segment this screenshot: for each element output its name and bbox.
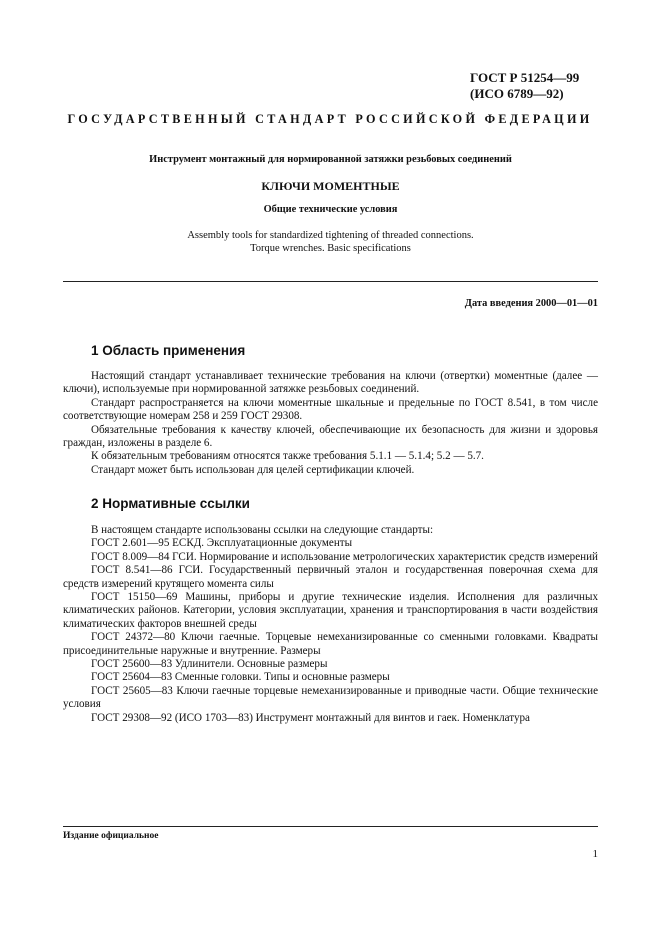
reference-item: ГОСТ 24372—80 Ключи гаечные. Торцевые немеханизированные со сменными головками. Квадраты присоединительные наружные и внутренние. Размеры xyxy=(63,631,598,657)
reference-item: ГОСТ 8.541—86 ГСИ. Государственный первичный эталон и государственная поверочная схема для средств измерений крутящего момента силы xyxy=(63,564,598,590)
section-1-heading: 1 Область применения xyxy=(91,343,246,358)
document-title-main: КЛЮЧИ МОМЕНТНЫЕ xyxy=(261,179,400,193)
state-standard-banner: ГОСУДАРСТВЕННЫЙ СТАНДАРТ РОССИЙСКОЙ ФЕДЕРАЦИИ xyxy=(67,112,593,126)
reference-item: ГОСТ 25605—83 Ключи гаечные торцевые немеханизированные и приводные части. Общие технические условия xyxy=(63,684,598,711)
reference-item: ГОСТ 15150—69 Машины, приборы и другие технические изделия. Исполнения для различных климатических районов. Категории, условия эксплуатации, хранения и транспортирования в части воздействия климатических факторов внешней среды xyxy=(63,591,598,630)
title-divider xyxy=(63,281,598,282)
document-subtitle: Общие технические условия xyxy=(263,204,398,215)
footer-divider xyxy=(63,826,598,827)
paragraph: В настоящем стандарте использованы ссылки на следующие стандарты: xyxy=(91,524,434,536)
document-title-line1: Инструмент монтажный для нормированной затяжки резьбовых соединений xyxy=(149,154,512,165)
paragraph: Настоящий стандарт устанавливает технические требования на ключи (отвертки) моментные (далее — ключи), используемые при нормированной затяжке резьбовых соединений. xyxy=(63,370,598,396)
standard-code: ГОСТ Р 51254—99 xyxy=(470,70,580,85)
reference-item: ГОСТ 25600—83 Удлинители. Основные размеры xyxy=(91,658,328,671)
english-title-line1: Assembly tools for standardized tightening of threaded connections. xyxy=(187,230,474,241)
english-title-line2: Torque wrenches. Basic specifications xyxy=(250,243,411,254)
paragraph: Обязательные требования к качеству ключей, обеспечивающие их безопасность для жизни и здоровья граждан, изложены в разделе 6. xyxy=(63,423,598,450)
paragraph: Стандарт может быть использован для целей сертификации ключей. xyxy=(91,463,415,476)
introduction-date: Дата введения 2000—01—01 xyxy=(464,298,598,309)
reference-item: ГОСТ 8.009—84 ГСИ. Нормирование и использование метрологических характеристик средств измерений xyxy=(91,550,598,563)
reference-item: ГОСТ 2.601—95 ЕСКД. Эксплуатационные документы xyxy=(91,537,353,550)
reference-item: ГОСТ 29308—92 (ИСО 1703—83) Инструмент монтажный для винтов и гаек. Номенклатура xyxy=(91,711,530,724)
section-2-heading: 2 Нормативные ссылки xyxy=(91,496,250,511)
official-edition-label: Издание официальное xyxy=(63,831,159,841)
reference-item: ГОСТ 25604—83 Сменные головки. Типы и основные размеры xyxy=(91,671,390,684)
english-title xyxy=(60,229,601,255)
page-number: 1 xyxy=(592,848,598,860)
paragraph: Стандарт распространяется на ключи моментные шкальные и предельные по ГОСТ 8.541, в том числе соответствующие номерам 258 и 259 ГОСТ 29308. xyxy=(63,396,598,423)
paragraph: К обязательным требованиям относятся также требования 5.1.1 — 5.1.4; 5.2 — 5.7. xyxy=(91,450,484,463)
section-1-body xyxy=(63,370,598,477)
standard-code-block xyxy=(470,70,579,102)
section-2-body xyxy=(63,524,598,725)
iso-code: (ИСО 6789—92) xyxy=(470,86,564,101)
